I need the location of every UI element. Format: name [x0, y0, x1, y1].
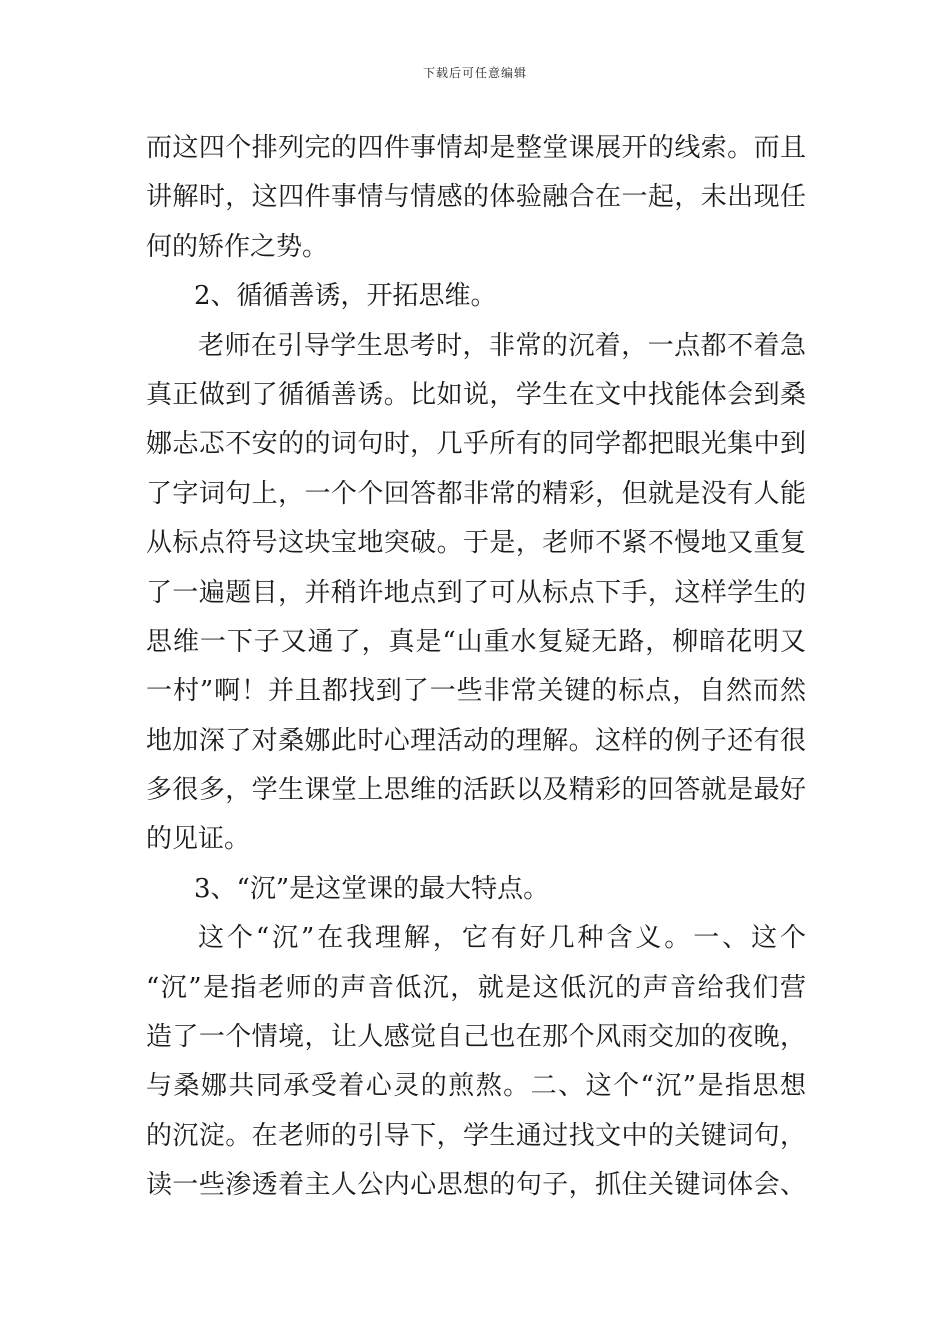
- section-heading: 2、循循善诱，开拓思维。: [194, 281, 497, 312]
- paragraph-line: 从标点符号这块宝地突破。于是，老师不紧不慢地又重复: [146, 528, 806, 559]
- paragraph-line: 何的矫作之势。: [146, 231, 329, 262]
- document-body: [146, 124, 806, 1211]
- paragraph-line: 的沉淀。在老师的引导下，学生通过找文中的关键词句，: [146, 1120, 806, 1151]
- paragraph-line: 真正做到了循循善诱。比如说，学生在文中找能体会到桑: [146, 379, 806, 410]
- paragraph-line: 一村”啊！并且都找到了一些非常关键的标点，自然而然: [146, 676, 806, 707]
- paragraph-line: 老师在引导学生思考时，非常的沉着，一点都不着急: [198, 330, 806, 361]
- paragraph-line: 了字词句上，一个个回答都非常的精彩，但就是没有人能: [146, 478, 806, 509]
- paragraph-line: “沉”是指老师的声音低沉，就是这低沉的声音给我们营: [146, 972, 806, 1003]
- paragraph-line: 与桑娜共同承受着心灵的煎熬。二、这个“沉”是指思想: [146, 1071, 806, 1102]
- paragraph-line: 地加深了对桑娜此时心理活动的理解。这样的例子还有很: [146, 725, 806, 756]
- paragraph-line: 的见证。: [146, 824, 251, 855]
- paragraph-line: 思维一下子又通了，真是“山重水复疑无路，柳暗花明又: [146, 626, 806, 657]
- paragraph-line: 娜忐忑不安的的词句时，几乎所有的同学都把眼光集中到: [146, 429, 806, 460]
- paragraph-line: 读一些渗透着主人公内心思想的句子，抓住关键词体会、: [146, 1170, 806, 1201]
- paragraph-line: 了一遍题目，并稍许地点到了可从标点下手，这样学生的: [146, 577, 806, 608]
- page-header: 下载后可任意编辑: [422, 66, 527, 80]
- paragraph-line: 讲解时，这四件事情与情感的体验融合在一起，未出现任: [146, 182, 806, 213]
- paragraph-line: 而这四个排列完的四件事情却是整堂课展开的线索。而且: [146, 133, 806, 163]
- paragraph-line: 这个“沉”在我理解，它有好几种含义。一、这个: [198, 923, 806, 954]
- paragraph-line: 多很多，学生课堂上思维的活跃以及精彩的回答就是最好: [146, 775, 806, 806]
- paragraph-line: 造了一个情境，让人感觉自己也在那个风雨交加的夜晚，: [146, 1022, 806, 1053]
- section-heading: 3、“沉”是这堂课的最大特点。: [194, 873, 550, 904]
